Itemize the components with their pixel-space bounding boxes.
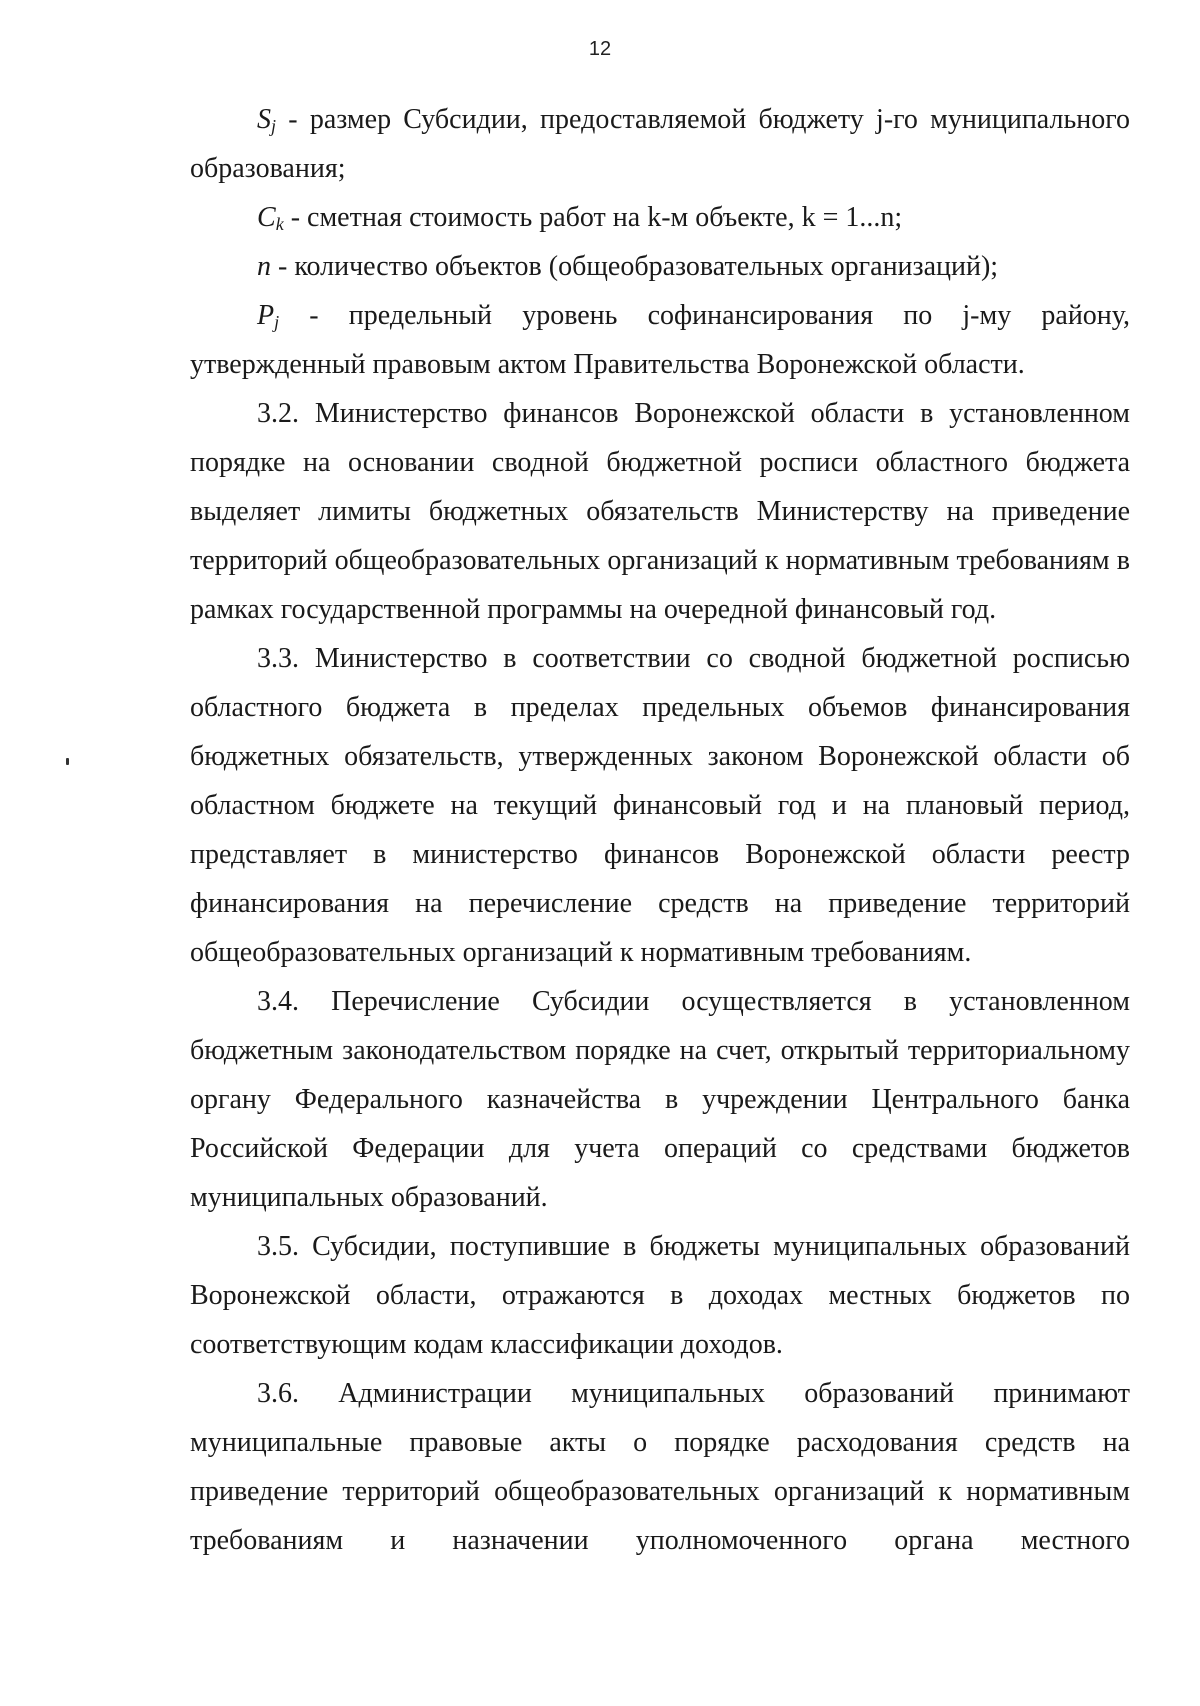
definition-text: - количество объектов (общеобразовательных организаций);	[271, 251, 999, 282]
definition-c	[190, 193, 1130, 242]
definition-text: - предельный уровень софинансирования по j-му району, утвержденный правовым актом Правительства Воронежской области.	[190, 300, 1130, 380]
definition-p	[190, 291, 1130, 389]
paragraph-text: Министерство в соответствии со сводной бюджетной росписью областного бюджета в пределах предельных объемов финансирования бюджетных обязательств, утвержденных законом Воронежской области об областном бюджете на текущий финансовый год и на плановый период, представляет в министерство финансов Воронежской области реестр финансирования на перечисление средств на приведение территорий общеобразовательных организаций к нормативным требованиям.	[190, 643, 1130, 968]
page-number: 12	[588, 38, 612, 60]
definition-n	[190, 242, 1130, 291]
paragraph-number: 3.6.	[257, 1378, 299, 1409]
paragraph-3-3	[190, 634, 1130, 977]
definition-symbol: $S_j$	[257, 104, 277, 136]
scan-mark	[66, 758, 69, 765]
paragraph-3-4	[190, 977, 1130, 1222]
definition-text: - сметная стоимость работ на k-м объекте, k = 1...n;	[283, 202, 903, 233]
paragraph-3-5	[190, 1222, 1130, 1369]
paragraph-text: Перечисление Субсидии осуществляется в установленном бюджетным законодательством порядке на счет, открытый территориальному органу Федерального казначейства в учреждении Центрального банка Российской Федерации для учета операций со средствами бюджетов муниципальных образований.	[190, 986, 1130, 1213]
document-body	[190, 95, 1130, 1565]
definition-symbol: $C_k$	[257, 202, 284, 234]
paragraph-number: 3.3.	[257, 643, 299, 674]
paragraph-3-2	[190, 389, 1130, 634]
paragraph-number: 3.5.	[257, 1231, 299, 1262]
definition-symbol: n	[257, 251, 271, 282]
definition-text: - размер Субсидии, предоставляемой бюджету j-го муниципального образования;	[190, 104, 1130, 184]
paragraph-text: Администрации муниципальных образований принимают муниципальные правовые акты о порядке расходования средств на приведение территорий общеобразовательных организаций к нормативным требованиям и назначении уполномоченного органа местного	[190, 1378, 1130, 1556]
paragraph-text: Субсидии, поступившие в бюджеты муниципальных образований Воронежской области, отражаются в доходах местных бюджетов по соответствующим кодам классификации доходов.	[190, 1231, 1130, 1360]
paragraph-number: 3.4.	[257, 986, 299, 1017]
paragraph-3-6	[190, 1369, 1130, 1565]
paragraph-number: 3.2.	[257, 398, 299, 429]
definition-symbol: $P_j$	[257, 300, 280, 332]
paragraph-text: Министерство финансов Воронежской области в установленном порядке на основании сводной бюджетной росписи областного бюджета выделяет лимиты бюджетных обязательств Министерству на приведение территорий общеобразовательных организаций к нормативным требованиям в рамках государственной программы на очередной финансовый год.	[190, 398, 1130, 625]
definition-s	[190, 95, 1130, 193]
